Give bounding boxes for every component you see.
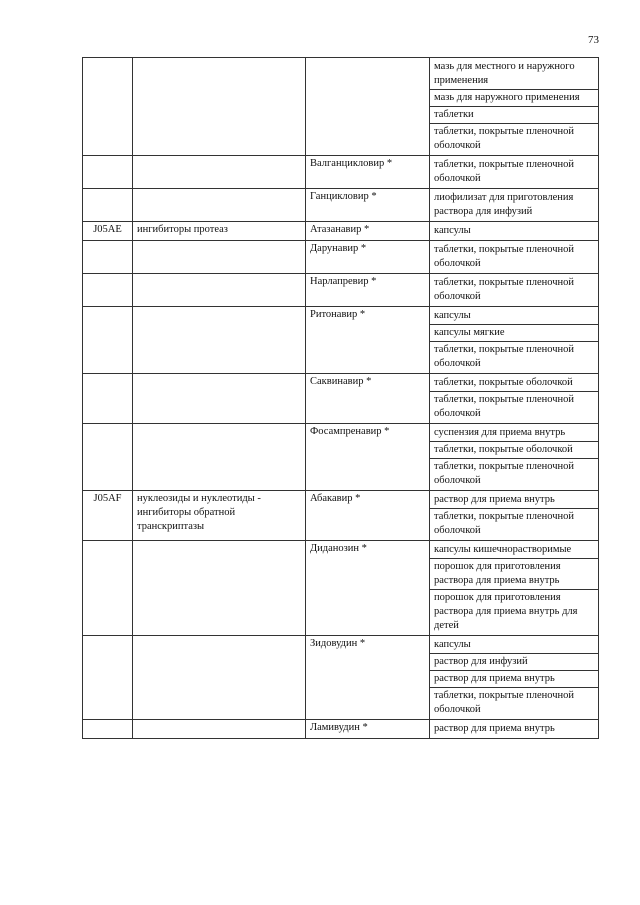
pharmacological-group-cell <box>133 541 306 636</box>
dosage-form-item: таблетки, покрытые пленочной оболочкой <box>434 511 575 536</box>
dosage-form-item: мазь для наружного применения <box>430 90 598 107</box>
drug-name-cell: Атазанавир * <box>306 222 430 241</box>
dosage-form-item: капсулы мягкие <box>430 325 598 342</box>
dosage-form-item: капсулы кишечнорастворимые <box>430 542 598 559</box>
pharmacological-group-cell: ингибиторы протеаз <box>133 222 306 241</box>
dosage-form-item: таблетки, покрытые пленочной оболочкой <box>434 344 575 369</box>
dosage-forms-cell <box>430 241 599 274</box>
atc-code-cell <box>83 58 133 156</box>
table-row <box>83 58 599 156</box>
dosage-forms-cell <box>430 274 599 307</box>
medication-table <box>82 57 599 739</box>
dosage-form-item: раствор для приема внутрь <box>430 671 598 688</box>
drug-name-cell: Валганцикловир * <box>306 156 430 189</box>
atc-code-cell: J05AF <box>83 491 133 541</box>
drug-name-cell: Ламивудин * <box>306 720 430 739</box>
dosage-forms-cell <box>430 424 599 491</box>
table-row <box>83 274 599 307</box>
table-row <box>83 374 599 424</box>
dosage-form-item: раствор для инфузий <box>430 654 598 671</box>
pharmacological-group-cell <box>133 636 306 720</box>
dosage-form-item: лиофилизат для приготовления раствора для инфузий <box>434 192 574 217</box>
table-row <box>83 156 599 189</box>
dosage-form-item: таблетки, покрытые оболочкой <box>430 442 598 459</box>
drug-name-cell: Диданозин * <box>306 541 430 636</box>
dosage-form-item: таблетки, покрытые пленочной оболочкой <box>434 394 575 419</box>
table-row <box>83 541 599 636</box>
page-number: 73 <box>588 34 599 46</box>
table-row <box>83 720 599 739</box>
dosage-form-item: порошок для приготовления раствора для приема внутрь для детей <box>434 592 578 631</box>
drug-name-cell <box>306 58 430 156</box>
table-row <box>83 189 599 222</box>
table-row <box>83 307 599 374</box>
pharmacological-group-cell <box>133 274 306 307</box>
table-row <box>83 222 599 241</box>
dosage-form-item: мазь для местного и наружного применения <box>430 59 598 90</box>
pharmacological-group-cell <box>133 720 306 739</box>
pharmacological-group-cell <box>133 156 306 189</box>
drug-name-cell: Зидовудин * <box>306 636 430 720</box>
table-row <box>83 636 599 720</box>
atc-code-cell <box>83 189 133 222</box>
drug-name-cell: Ганцикловир * <box>306 189 430 222</box>
dosage-forms-cell <box>430 636 599 720</box>
atc-code-cell <box>83 541 133 636</box>
dosage-forms-cell <box>430 189 599 222</box>
table-row <box>83 491 599 541</box>
pharmacological-group-cell <box>133 424 306 491</box>
dosage-form-item: таблетки, покрытые пленочной оболочкой <box>434 277 575 302</box>
atc-code-cell <box>83 374 133 424</box>
pharmacological-group-cell <box>133 189 306 222</box>
atc-code-cell <box>83 307 133 374</box>
pharmacological-group-cell <box>133 307 306 374</box>
table-row <box>83 241 599 274</box>
drug-name-cell: Саквинавир * <box>306 374 430 424</box>
drug-name-cell: Абакавир * <box>306 491 430 541</box>
atc-code-cell <box>83 156 133 189</box>
dosage-form-item: таблетки, покрытые пленочной оболочкой <box>434 244 575 269</box>
drug-name-cell: Нарлапревир * <box>306 274 430 307</box>
drug-name-cell: Фосампренавир * <box>306 424 430 491</box>
dosage-forms-cell <box>430 491 599 541</box>
dosage-form-item: порошок для приготовления раствора для приема внутрь <box>430 559 598 590</box>
dosage-form-item: капсулы <box>434 225 471 236</box>
pharmacological-group-cell <box>133 241 306 274</box>
dosage-forms-cell <box>430 541 599 636</box>
dosage-form-item: раствор для приема внутрь <box>434 723 555 734</box>
dosage-form-item: суспензия для приема внутрь <box>430 425 598 442</box>
dosage-forms-cell <box>430 58 599 156</box>
dosage-forms-cell <box>430 720 599 739</box>
pharmacological-group-cell: нуклеозиды и нуклеотиды - ингибиторы обратной транскриптазы <box>133 491 306 541</box>
dosage-form-item: таблетки, покрытые пленочной оболочкой <box>434 461 575 486</box>
medication-table-body <box>83 58 599 739</box>
dosage-form-item: таблетки, покрытые оболочкой <box>430 375 598 392</box>
atc-code-cell: J05AE <box>83 222 133 241</box>
atc-code-cell <box>83 274 133 307</box>
dosage-form-item: раствор для приема внутрь <box>430 492 598 509</box>
drug-name-cell: Дарунавир * <box>306 241 430 274</box>
pharmacological-group-cell <box>133 58 306 156</box>
table-row <box>83 424 599 491</box>
dosage-form-item: таблетки, покрытые пленочной оболочкой <box>434 690 575 715</box>
dosage-forms-cell <box>430 374 599 424</box>
dosage-form-item: капсулы <box>430 637 598 654</box>
dosage-form-item: капсулы <box>430 308 598 325</box>
dosage-form-item: таблетки, покрытые пленочной оболочкой <box>434 159 575 184</box>
atc-code-cell <box>83 424 133 491</box>
dosage-forms-cell <box>430 307 599 374</box>
atc-code-cell <box>83 241 133 274</box>
atc-code-cell <box>83 636 133 720</box>
pharmacological-group-cell <box>133 374 306 424</box>
atc-code-cell <box>83 720 133 739</box>
drug-name-cell: Ритонавир * <box>306 307 430 374</box>
dosage-form-item: таблетки <box>430 107 598 124</box>
dosage-form-item: таблетки, покрытые пленочной оболочкой <box>434 126 575 151</box>
dosage-forms-cell <box>430 222 599 241</box>
dosage-forms-cell <box>430 156 599 189</box>
